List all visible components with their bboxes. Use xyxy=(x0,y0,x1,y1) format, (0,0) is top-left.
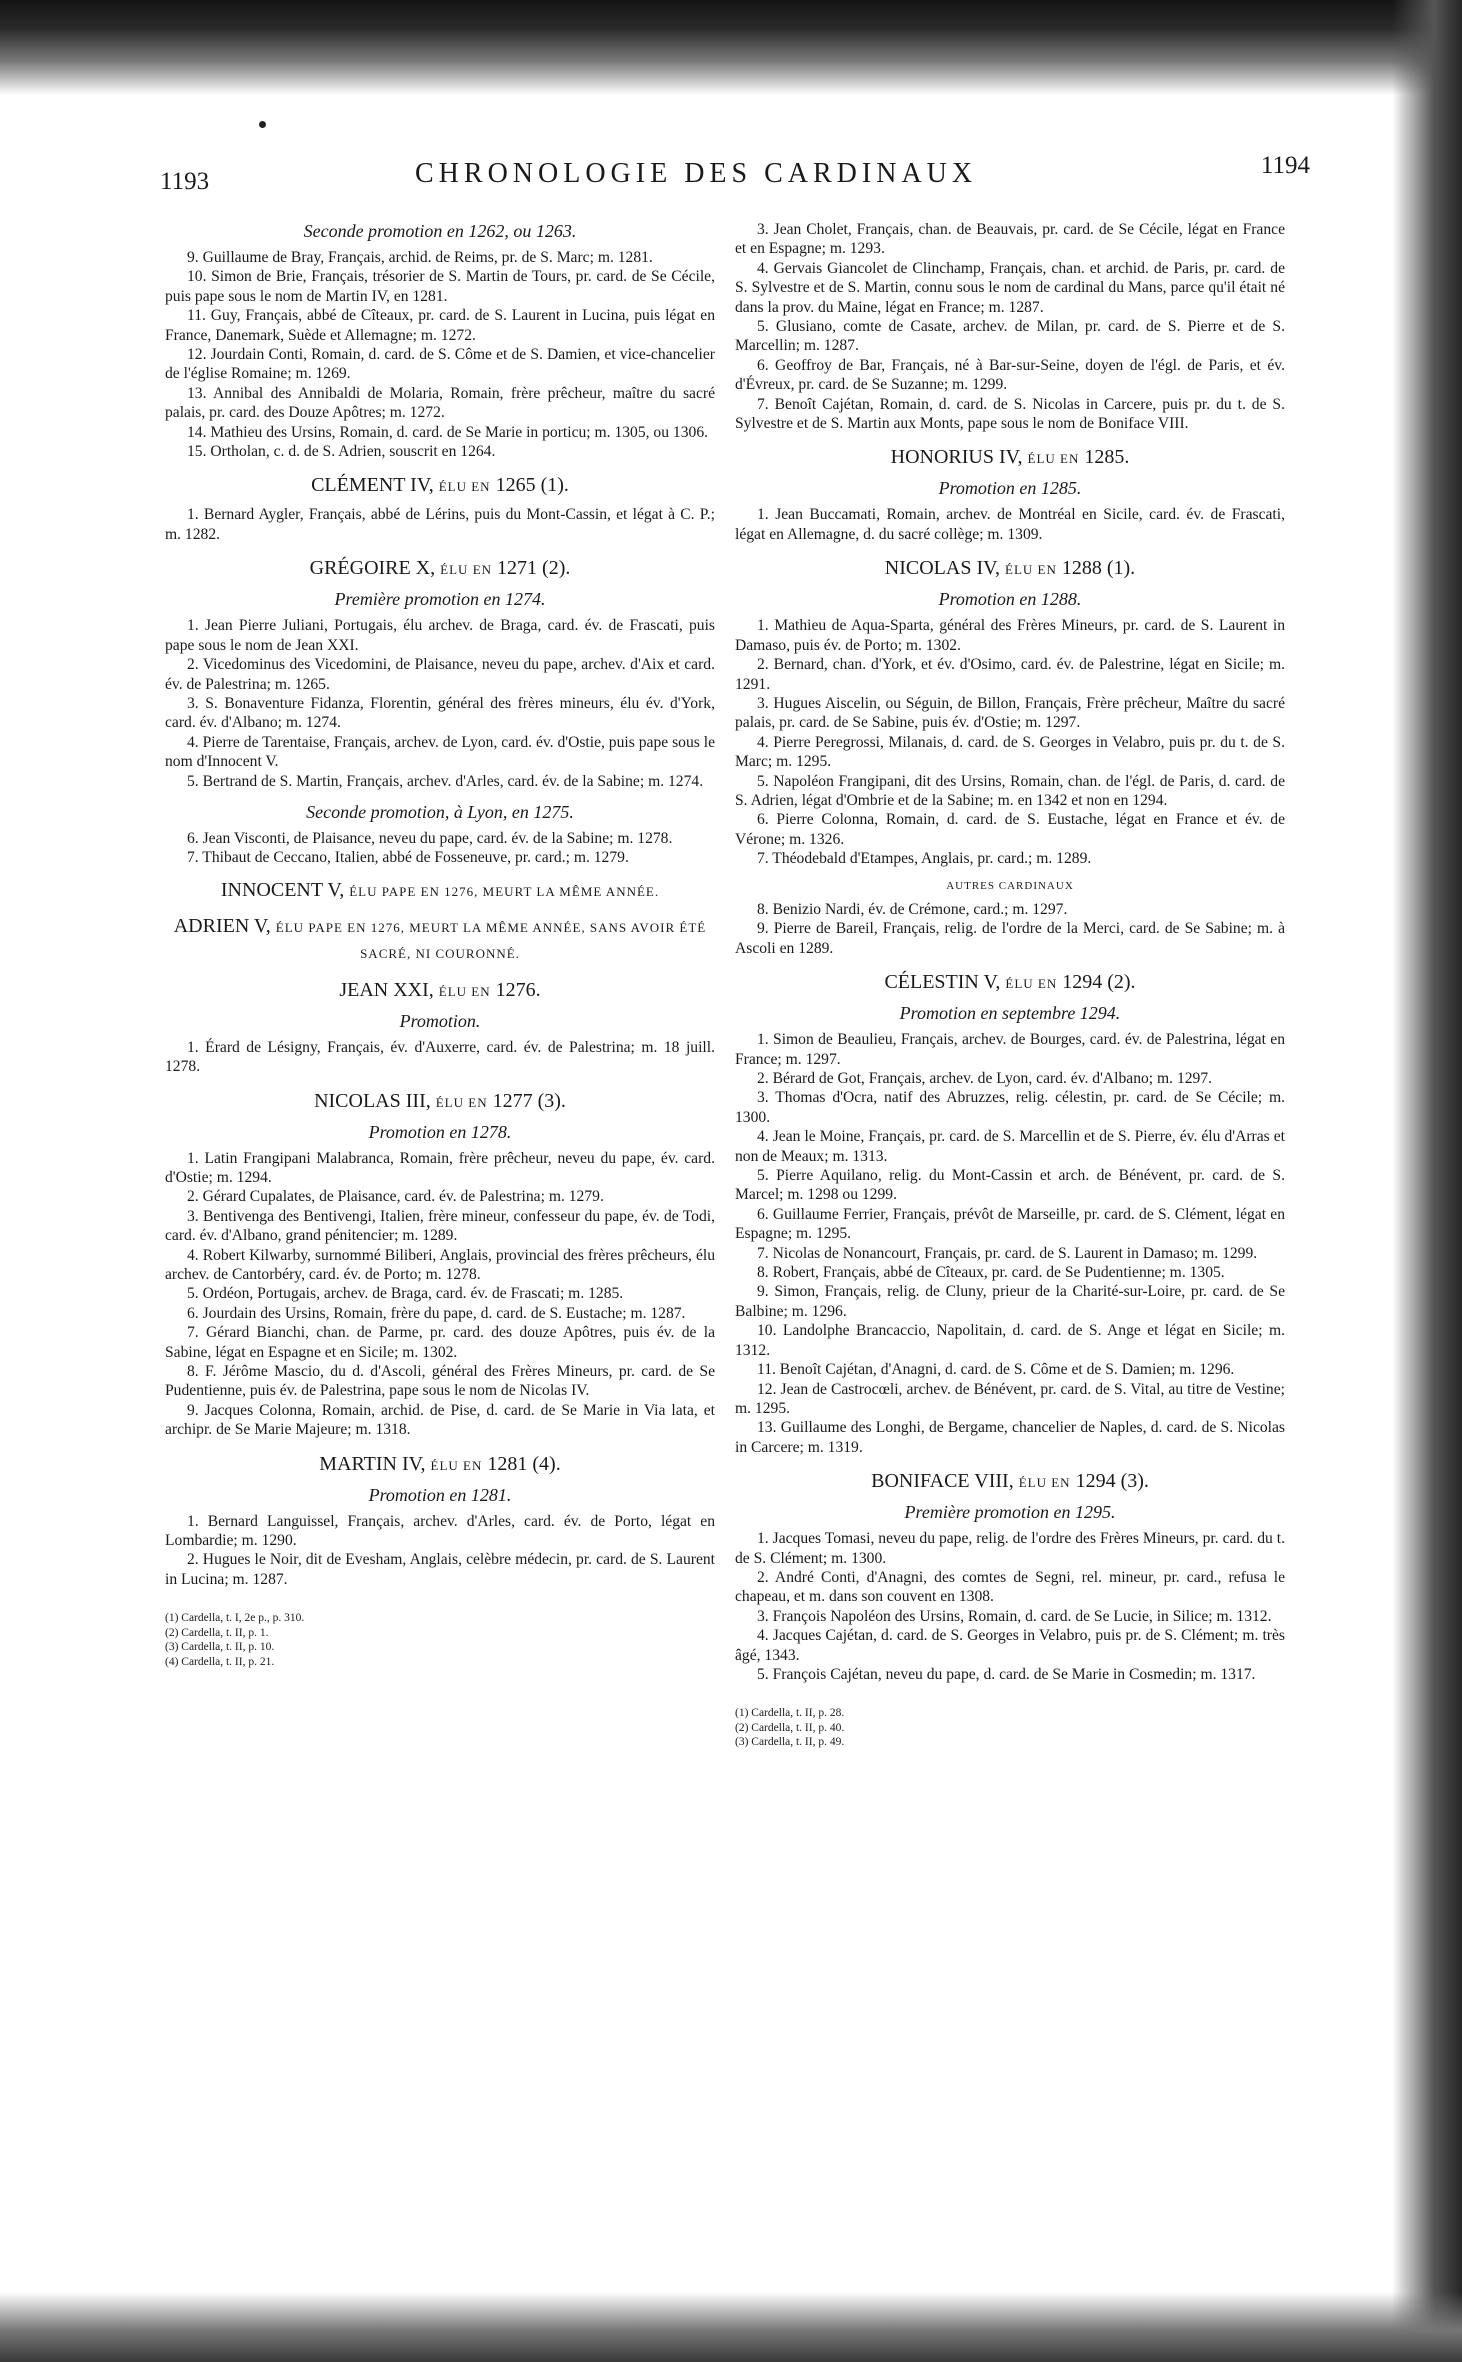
entry-list xyxy=(165,1038,715,1077)
cardinal-entry: 1. Jean Buccamati, Romain, archev. de Montréal en Sicile, card. év. de Frascati, légat en Allemagne, d. du sacré collège; m. 1309. xyxy=(735,506,1285,543)
pope-heading-nicolas-iv: NICOLAS IV, ÉLU EN 1288 (1). xyxy=(884,557,1136,580)
cardinal-entry: 8. Benizio Nardi, év. de Crémone, card.; m. 1297. xyxy=(757,900,1068,918)
cardinal-entry: 2. Bernard, chan. d'York, et év. d'Osimo, card. év. de Palestrine, légat en Sicile; m. 1291. xyxy=(735,656,1285,693)
cardinal-entry: 3. Bentivenga des Bentivengi, Italien, frère mineur, confesseur du pape, év. de Todi, card. év. d'Albano, grand pénitencier; m. 1289. xyxy=(165,1207,715,1245)
pope-heading-innocent-v: INNOCENT V, ÉLU PAPE EN 1276, MEURT LA MÊME ANNÉE. xyxy=(220,878,660,901)
entry-list xyxy=(165,1149,715,1440)
entry-list xyxy=(165,1512,715,1590)
promotion-title: Promotion en septembre 1294. xyxy=(899,1003,1121,1024)
cardinal-entry: 4. Gervais Giancolet de Clinchamp, Français, chan. et archid. de Paris, pr. card. de S. Sylvestre et de S. Martin, connu sous le nom de cardinal du Mans, parce qu'il était né dans la prov. du Maine, légat en France; m. 1287. xyxy=(735,259,1285,316)
cardinal-entry: 6. Jourdain des Ursins, Romain, frère du pape, d. card. de S. Eustache; m. 1287. xyxy=(187,1304,686,1322)
cardinal-entry: 5. Bertrand de S. Martin, Français, archev. d'Arles, card. év. de la Sabine; m. 1274. xyxy=(187,772,704,790)
cardinal-entry: 3. S. Bonaventure Fidanza, Florentin, général des frères mineurs, élu év. d'York, card. év. d'Albano; m. 1274. xyxy=(165,694,715,732)
cardinal-entry: 1. Simon de Beaulieu, Français, archev. de Bourges, card. év. de Palestrina, légat en France; m. 1297. xyxy=(735,1031,1285,1068)
cardinal-entry: 1. Mathieu de Aqua-Sparta, général des Frères Mineurs, pr. card. de S. Laurent in Damaso, puis év. de Porto; m. 1302. xyxy=(735,617,1285,654)
cardinal-entry: 11. Guy, Français, abbé de Cîteaux, pr. card. de S. Laurent in Lucina, puis légat en France, Danemark, Suède et Allemagne; m. 1272. xyxy=(165,307,715,344)
promotion-title: Promotion en 1278. xyxy=(368,1121,512,1142)
entry-list xyxy=(735,616,1285,868)
page-number-left: 1193 xyxy=(160,168,210,195)
cardinal-entry: 6. Jean Visconti, de Plaisance, neveu du pape, card. év. de la Sabine; m. 1278. xyxy=(187,829,673,847)
cardinal-entry: 7. Théodebald d'Etampes, Anglais, pr. card.; m. 1289. xyxy=(757,850,1092,868)
entry-list xyxy=(735,1030,1285,1457)
entry-list xyxy=(165,505,715,544)
cardinal-entry: 5. Pierre Aquilano, relig. du Mont-Cassin et arch. de Bénévent, pr. card. de S. Marcel; m. 1298 ou 1299. xyxy=(735,1167,1285,1204)
cardinal-entry: 4. Robert Kilwarby, surnommé Biliberi, Anglais, provincial des frères prêcheurs, élu archev. de Cantorbéry, card. év. de Porto; m. 1278. xyxy=(165,1246,715,1283)
cardinal-entry: 9. Simon, Français, relig. de Cluny, prieur de la Charité-sur-Loire, pr. card. de Se Balbine; m. 1296. xyxy=(735,1283,1285,1320)
cardinal-entry: 2. Hugues le Noir, dit de Evesham, Anglais, celèbre médecin, pr. card. de S. Laurent in Lucina; m. 1287. xyxy=(165,1551,715,1588)
entry-list xyxy=(735,220,1285,433)
promotion-title: Première promotion en 1274. xyxy=(334,589,546,610)
entry-list xyxy=(735,505,1285,544)
entry-list xyxy=(735,1529,1285,1684)
cardinal-entry: 3. François Napoléon des Ursins, Romain, d. card. de Se Lucie, in Silice; m. 1312. xyxy=(757,1607,1272,1625)
cardinal-entry: 1. Jean Pierre Juliani, Portugais, élu archev. de Braga, card. év. de Frascati, puis pape sous le nom de Jean XXI. xyxy=(165,617,715,654)
cardinal-entry: 1. Jacques Tomasi, neveu du pape, relig. de l'ordre des Frères Mineurs, pr. card. du t. de S. Clément; m. 1300. xyxy=(735,1530,1285,1567)
page-number-right: 1194 xyxy=(1260,152,1310,179)
pope-heading-gregoire-x: GRÉGOIRE X, ÉLU EN 1271 (2). xyxy=(309,557,571,580)
cardinal-entry: 9. Guillaume de Bray, Français, archid. de Reims, pr. de S. Marc; m. 1281. xyxy=(187,249,653,266)
footnote: (4) Cardella, t. II, p. 21. xyxy=(165,1655,275,1668)
entry-list xyxy=(165,829,715,868)
cardinal-entry: 6. Guillaume Ferrier, Français, prévôt de Marseille, pr. card. de S. Clément, légat en Espagne; m. 1295. xyxy=(735,1205,1285,1243)
cardinal-entry: 2. Bérard de Got, Français, archev. de Lyon, card. év. d'Albano; m. 1297. xyxy=(757,1070,1213,1087)
promotion-title: Seconde promotion, à Lyon, en 1275. xyxy=(306,801,574,822)
cardinal-entry: 8. F. Jérôme Mascio, du d. d'Ascoli, général des Frères Mineurs, pr. card. de Se Pudentienne, puis év. de Palestrina, pape sous le nom de Nicolas IV. xyxy=(165,1363,715,1400)
pope-heading-honorius-iv: HONORIUS IV, ÉLU EN 1285. xyxy=(890,446,1130,469)
entry-list xyxy=(735,900,1285,958)
page-header xyxy=(160,152,1310,197)
cardinal-entry: 7. Nicolas de Nonancourt, Français, pr. card. de S. Laurent in Damaso; m. 1299. xyxy=(757,1244,1258,1262)
promotion-title: Promotion en 1285. xyxy=(938,478,1082,499)
cardinal-entry: 2. Vicedominus des Vicedomini, de Plaisance, neveu du pape, archev. d'Aix et card. év. de Palestrina; m. 1265. xyxy=(165,656,715,693)
cardinal-entry: 3. Thomas d'Ocra, natif des Abruzzes, relig. célestin, pr. card. de Se Cécile; m. 1300. xyxy=(735,1089,1285,1126)
cardinal-entry: 4. Pierre de Tarentaise, Français, archev. de Lyon, card. év. d'Ostie, puis pape sous le nom d'Innocent V. xyxy=(165,733,715,771)
cardinal-entry: 4. Pierre Peregrossi, Milanais, d. card. de S. Georges in Velabro, puis pr. du t. de S. Marc; m. 1295. xyxy=(735,733,1285,771)
promotion-title: Promotion en 1288. xyxy=(938,589,1082,610)
cardinal-entry: 5. Glusiano, comte de Casate, archev. de Milan, pr. card. de S. Pierre et de S. Marcellin; m. 1287. xyxy=(735,318,1285,355)
cardinal-entry: 4. Jacques Cajétan, d. card. de S. Georges in Velabro, puis pr. de S. Clément; m. très âgé, 1343. xyxy=(735,1627,1285,1664)
cardinal-entry: 7. Gérard Bianchi, chan. de Parme, pr. card. des douze Apôtres, puis év. de la Sabine, légat en Espagne et en Sicile; m. 1302. xyxy=(165,1324,715,1361)
promotion-title: Première promotion en 1295. xyxy=(904,1502,1116,1523)
entry-list xyxy=(165,248,715,461)
cardinal-entry: 1. Bernard Languissel, Français, archev. d'Arles, card. év. de Porto, légat en Lombardie; m. 1290. xyxy=(165,1512,715,1550)
cardinal-entry: 5. Ordéon, Portugais, archev. de Braga, card. év. de Frascati; m. 1285. xyxy=(187,1285,624,1303)
cardinal-entry: 10. Landolphe Brancaccio, Napolitain, d. card. de S. Ange et légat en Sicile; m. 1312. xyxy=(735,1322,1285,1359)
footnote: (2) Cardella, t. II, p. 40. xyxy=(735,1721,845,1734)
cardinal-entry: 5. François Cajétan, neveu du pape, d. card. de Se Marie in Cosmedin; m. 1317. xyxy=(757,1665,1256,1683)
promotion-title: Promotion en 1281. xyxy=(368,1484,512,1505)
promotion-title: Promotion. xyxy=(399,1010,481,1031)
footnote: (1) Cardella, t. I, 2e p., p. 310. xyxy=(165,1612,305,1625)
cardinal-entry: 10. Simon de Brie, Français, trésorier de S. Martin de Tours, pr. card. de Se Cécile, puis pape sous le nom de Martin IV, en 1281. xyxy=(165,268,715,305)
cardinal-entry: 9. Jacques Colonna, Romain, archid. de Pise, d. card. de Se Marie in Via lata, et archipr. de Se Marie Majeure; m. 1318. xyxy=(165,1401,715,1439)
cardinal-entry: 13. Annibal des Annibaldi de Molaria, Romain, frère prêcheur, maître du sacré palais, pr. card. des Douze Apôtres; m. 1272. xyxy=(165,384,715,422)
cardinal-entry: 3. Hugues Aiscelin, ou Séguin, de Billon, Français, Frère prêcheur, Maître du sacré palais, pr. card. de Se Sabine, puis év. d'Ostie; m. 1297. xyxy=(735,694,1285,732)
right-column xyxy=(735,220,1285,1750)
cardinal-entry: 7. Thibaut de Ceccano, Italien, abbé de Fosseneuve, pr. card.; m. 1279. xyxy=(187,849,629,867)
cardinal-entry: 2. André Conti, d'Anagni, des comtes de Segni, rel. mineur, pr. card., refusa le chapeau, et m. dans son couvent en 1308. xyxy=(735,1568,1285,1606)
cardinal-entry: 15. Ortholan, c. d. de S. Adrien, souscrit en 1264. xyxy=(187,443,496,461)
autres-cardinaux-heading: AUTRES CARDINAUX xyxy=(946,879,1074,892)
pope-heading-boniface-viii: BONIFACE VIII, ÉLU EN 1294 (3). xyxy=(871,1470,1149,1493)
cardinal-entry: 1. Érard de Lésigny, Français, év. d'Auxerre, card. év. de Palestrina; m. 18 juill. 1278. xyxy=(165,1038,715,1076)
cardinal-entry: 3. Jean Cholet, Français, chan. de Beauvais, pr. card. de Se Cécile, légat en France et en Espagne; m. 1293. xyxy=(735,221,1285,258)
cardinal-entry: 2. Gérard Cupalates, de Plaisance, card. év. de Palestrina; m. 1279. xyxy=(187,1188,604,1206)
footnote: (2) Cardella, t. II, p. 1. xyxy=(165,1626,269,1639)
cardinal-entry: 1. Bernard Aygler, Français, abbé de Lérins, puis du Mont-Cassin, et légat à C. P.; m. 1282. xyxy=(165,506,715,543)
cardinal-entry: 7. Benoît Cajétan, Romain, d. card. de S. Nicolas in Carcere, puis pr. du t. de S. Sylvestre et de S. Martin aux Monts, pape sous le nom de Boniface VIII. xyxy=(735,395,1285,433)
scan-edge-top xyxy=(0,0,1462,95)
footnote: (3) Cardella, t. II, p. 10. xyxy=(165,1641,275,1654)
ink-dot xyxy=(259,121,266,128)
footnotes xyxy=(735,1706,1285,1750)
promotion-title: Seconde promotion en 1262, ou 1263. xyxy=(303,221,577,241)
cardinal-entry: 9. Pierre de Bareil, Français, relig. de l'ordre de la Merci, card. de Se Sabine; m. à Ascoli en 1289. xyxy=(735,920,1285,957)
footnote: (1) Cardella, t. II, p. 28. xyxy=(735,1707,845,1720)
cardinal-entry: 14. Mathieu des Ursins, Romain, d. card. de Se Marie in porticu; m. 1305, ou 1306. xyxy=(187,423,709,441)
pope-heading-adrien-v: ADRIEN V, ÉLU PAPE EN 1276, MEURT LA MÊME ANNÉE, SANS AVOIR ÉTÉ SACRÉ, NI COURONNÉ. xyxy=(173,914,707,961)
pope-heading-clement-iv: CLÉMENT IV, ÉLU EN 1265 (1). xyxy=(311,474,569,497)
cardinal-entry: 13. Guillaume des Longhi, de Bergame, chancelier de Naples, d. card. de S. Nicolas in Carcere; m. 1319. xyxy=(735,1419,1285,1456)
cardinal-entry: 4. Jean le Moine, Français, pr. card. de S. Marcellin et de S. Pierre, év. élu d'Arras et non de Meaux; m. 1313. xyxy=(735,1128,1285,1165)
entry-list xyxy=(165,616,715,791)
cardinal-entry: 6. Pierre Colonna, Romain, d. card. de S. Eustache, légat en France et év. de Vérone; m. 1326. xyxy=(735,811,1285,848)
cardinal-entry: 11. Benoît Cajétan, d'Anagni, d. card. de S. Côme et de S. Damien; m. 1296. xyxy=(757,1361,1235,1379)
pope-heading-martin-iv: MARTIN IV, ÉLU EN 1281 (4). xyxy=(319,1452,561,1475)
cardinal-entry: 6. Geoffroy de Bar, Français, né à Bar-sur-Seine, doyen de l'égl. de Paris, et év. d'Évreux, pr. card. de Se Suzanne; m. 1299. xyxy=(735,356,1285,394)
pope-heading-jean-xxi: JEAN XXI, ÉLU EN 1276. xyxy=(339,978,541,1001)
running-title: CHRONOLOGIE DES CARDINAUX xyxy=(415,158,978,189)
cardinal-entry: 1. Latin Frangipani Malabranca, Romain, frère prêcheur, neveu du pape, év. card. d'Ostie; m. 1294. xyxy=(165,1149,715,1186)
cardinal-entry: 5. Napoléon Frangipani, dit des Ursins, Romain, chan. de l'égl. de Paris, d. card. de S. Adrien, légat d'Ombrie et de la Sabine; m. en 1342 et non en 1294. xyxy=(735,772,1285,809)
cardinal-entry: 12. Jourdain Conti, Romain, d. card. de S. Côme et de S. Damien, et vice-chancelier de l'église Romaine; m. 1269. xyxy=(165,346,715,383)
cardinal-entry: 12. Jean de Castrocœli, archev. de Bénévent, pr. card. de S. Vital, au titre de Vestine; m. 1295. xyxy=(735,1380,1285,1417)
scan-edge-bottom xyxy=(0,2292,1462,2362)
pope-heading-nicolas-iii: NICOLAS III, ÉLU EN 1277 (3). xyxy=(314,1089,566,1112)
scan-edge-right xyxy=(1392,0,1462,2362)
cardinal-entry: 8. Robert, Français, abbé de Cîteaux, pr. card. de Se Pudentienne; m. 1305. xyxy=(757,1264,1225,1282)
pope-heading-celestin-v: CÉLESTIN V, ÉLU EN 1294 (2). xyxy=(884,971,1136,994)
left-column xyxy=(165,220,715,1669)
footnote: (3) Cardella, t. II, p. 49. xyxy=(735,1736,845,1749)
footnotes xyxy=(165,1611,715,1669)
